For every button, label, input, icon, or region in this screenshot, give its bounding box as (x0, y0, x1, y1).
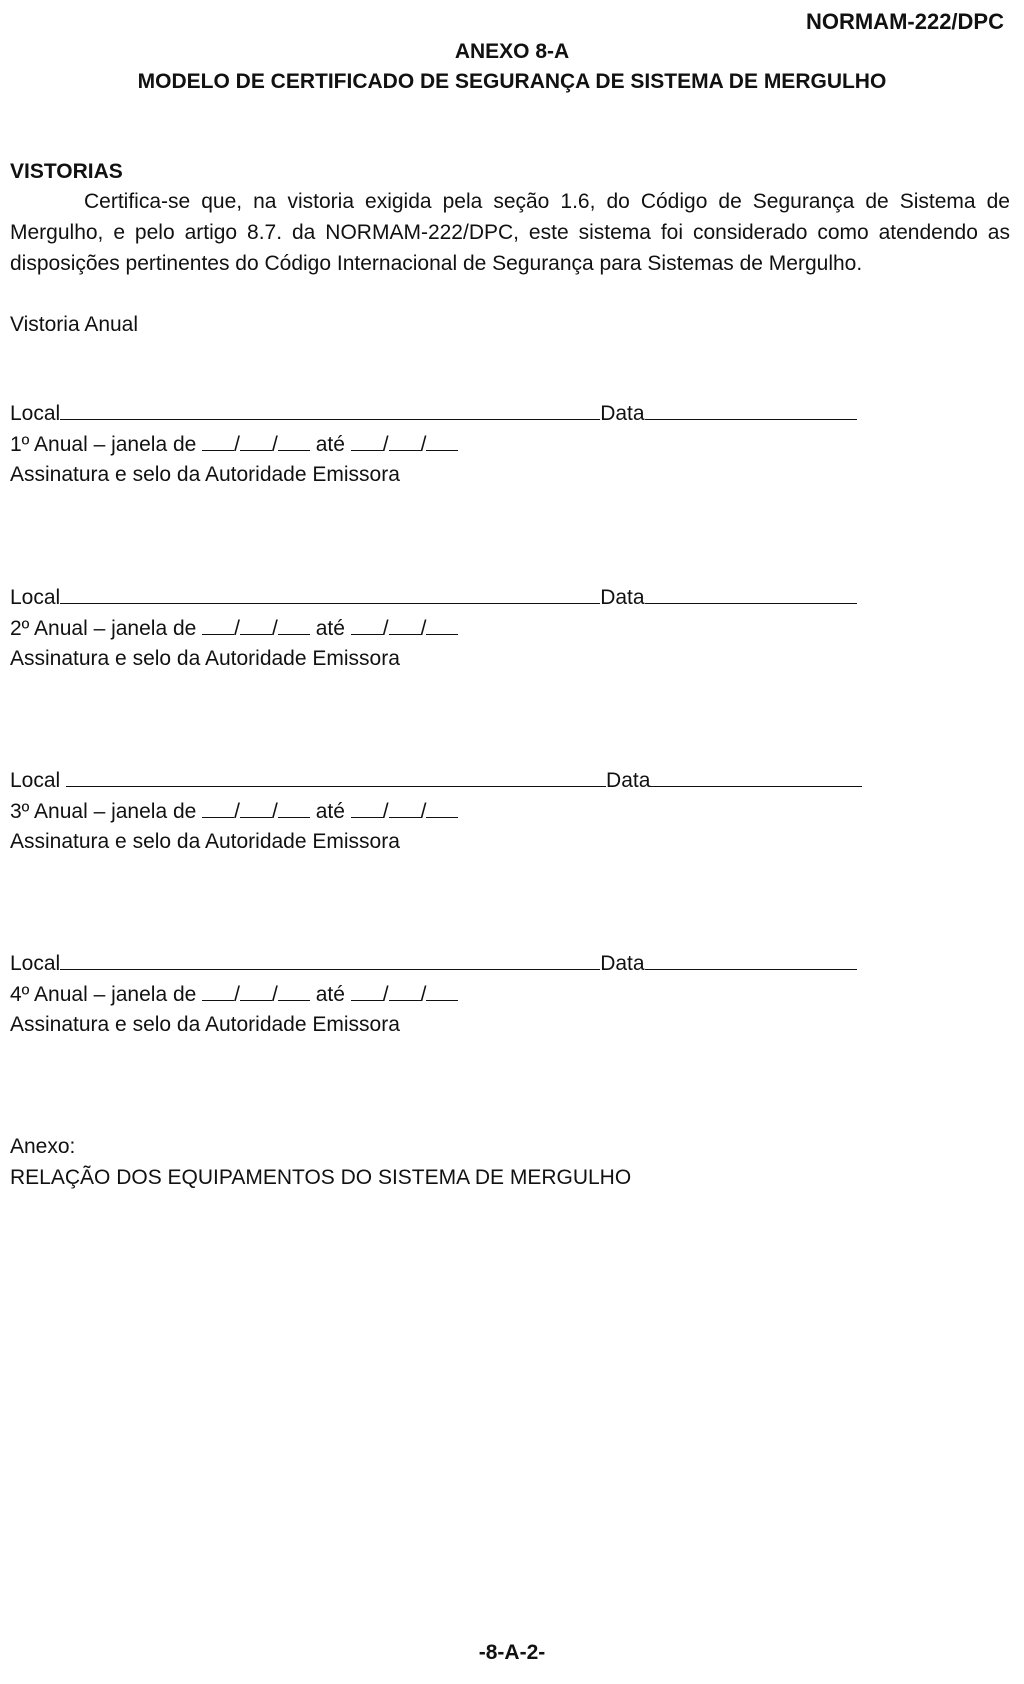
document-code: NORMAM-222/DPC (805, 9, 1004, 34)
date-blank[interactable] (650, 764, 862, 787)
survey-block-3 (10, 764, 910, 857)
month-from-blank[interactable] (240, 978, 272, 1001)
window-row: 4º Anual – janela de / / até / / (10, 978, 910, 1009)
window-prefix: 2º Anual – janela de (10, 617, 197, 640)
section-heading-vistorias: VISTORIAS (10, 160, 123, 183)
annex-label: Anexo: (10, 1135, 76, 1158)
window-prefix: 1º Anual – janela de (10, 433, 197, 456)
month-from-blank[interactable] (240, 428, 272, 451)
local-label: Local (10, 402, 61, 425)
year-to-blank[interactable] (426, 795, 458, 818)
year-to-blank[interactable] (426, 428, 458, 451)
signature-line: Assinatura e selo da Autoridade Emissora (10, 830, 400, 853)
signature-line: Assinatura e selo da Autoridade Emissora (10, 463, 400, 486)
month-to-blank[interactable] (389, 428, 421, 451)
local-label: Local (10, 769, 67, 792)
local-blank[interactable] (60, 397, 600, 420)
until-label: até (315, 433, 345, 456)
day-to-blank[interactable] (351, 978, 383, 1001)
day-from-blank[interactable] (202, 428, 234, 451)
month-from-blank[interactable] (240, 612, 272, 635)
date-label: Data (600, 586, 645, 609)
day-to-blank[interactable] (351, 428, 383, 451)
month-to-blank[interactable] (389, 978, 421, 1001)
annex-subtitle: MODELO DE CERTIFICADO DE SEGURANÇA DE SISTEMA DE MERGULHO (137, 70, 887, 93)
local-blank[interactable] (60, 581, 600, 604)
annex-equipment-title: RELAÇÃO DOS EQUIPAMENTOS DO SISTEMA DE MERGULHO (10, 1166, 632, 1189)
page-number: -8-A-2- (478, 1641, 546, 1664)
survey-block-1 (10, 397, 910, 490)
day-from-blank[interactable] (202, 978, 234, 1001)
day-to-blank[interactable] (351, 612, 383, 635)
year-from-blank[interactable] (278, 978, 310, 1001)
signature-line: Assinatura e selo da Autoridade Emissora (10, 647, 400, 670)
local-date-row (10, 581, 910, 612)
date-blank[interactable] (645, 397, 857, 420)
annex-section (10, 1131, 631, 1193)
until-label: até (315, 983, 345, 1006)
signature-line: Assinatura e selo da Autoridade Emissora (10, 1013, 400, 1036)
date-blank[interactable] (645, 947, 857, 970)
annex-title: ANEXO 8-A (454, 40, 570, 63)
local-date-row (10, 397, 910, 428)
year-from-blank[interactable] (278, 428, 310, 451)
date-label: Data (600, 952, 645, 975)
date-label: Data (600, 402, 645, 425)
date-label: Data (606, 769, 651, 792)
day-to-blank[interactable] (351, 795, 383, 818)
local-date-row (10, 947, 910, 978)
survey-block-2 (10, 581, 910, 674)
window-row: 2º Anual – janela de / / até / / (10, 612, 910, 643)
local-label: Local (10, 586, 61, 609)
day-from-blank[interactable] (202, 612, 234, 635)
window-prefix: 4º Anual – janela de (10, 983, 197, 1006)
day-from-blank[interactable] (202, 795, 234, 818)
until-label: até (315, 800, 345, 823)
date-blank[interactable] (645, 581, 857, 604)
year-from-blank[interactable] (278, 612, 310, 635)
survey-block-4 (10, 947, 910, 1040)
local-blank[interactable] (66, 764, 606, 787)
year-to-blank[interactable] (426, 612, 458, 635)
window-row: 1º Anual – janela de / / até / / (10, 428, 910, 459)
local-date-row (10, 764, 910, 795)
window-prefix: 3º Anual – janela de (10, 800, 197, 823)
month-to-blank[interactable] (389, 612, 421, 635)
year-from-blank[interactable] (278, 795, 310, 818)
year-to-blank[interactable] (426, 978, 458, 1001)
local-label: Local (10, 952, 61, 975)
certification-paragraph: Certifica-se que, na vistoria exigida pela seção 1.6, do Código de Segurança de Sistema de Mergulho, e pelo artigo 8.7. da NORMAM-222/DPC, este sistema foi considerado como atendendo as disposições pertinentes do Código Internacional de Segurança para Sistemas de Mergulho. (10, 190, 1010, 275)
until-label: até (315, 617, 345, 640)
local-blank[interactable] (60, 947, 600, 970)
month-to-blank[interactable] (389, 795, 421, 818)
annual-survey-label: Vistoria Anual (10, 313, 139, 336)
month-from-blank[interactable] (240, 795, 272, 818)
window-row: 3º Anual – janela de / / até / / (10, 795, 910, 826)
